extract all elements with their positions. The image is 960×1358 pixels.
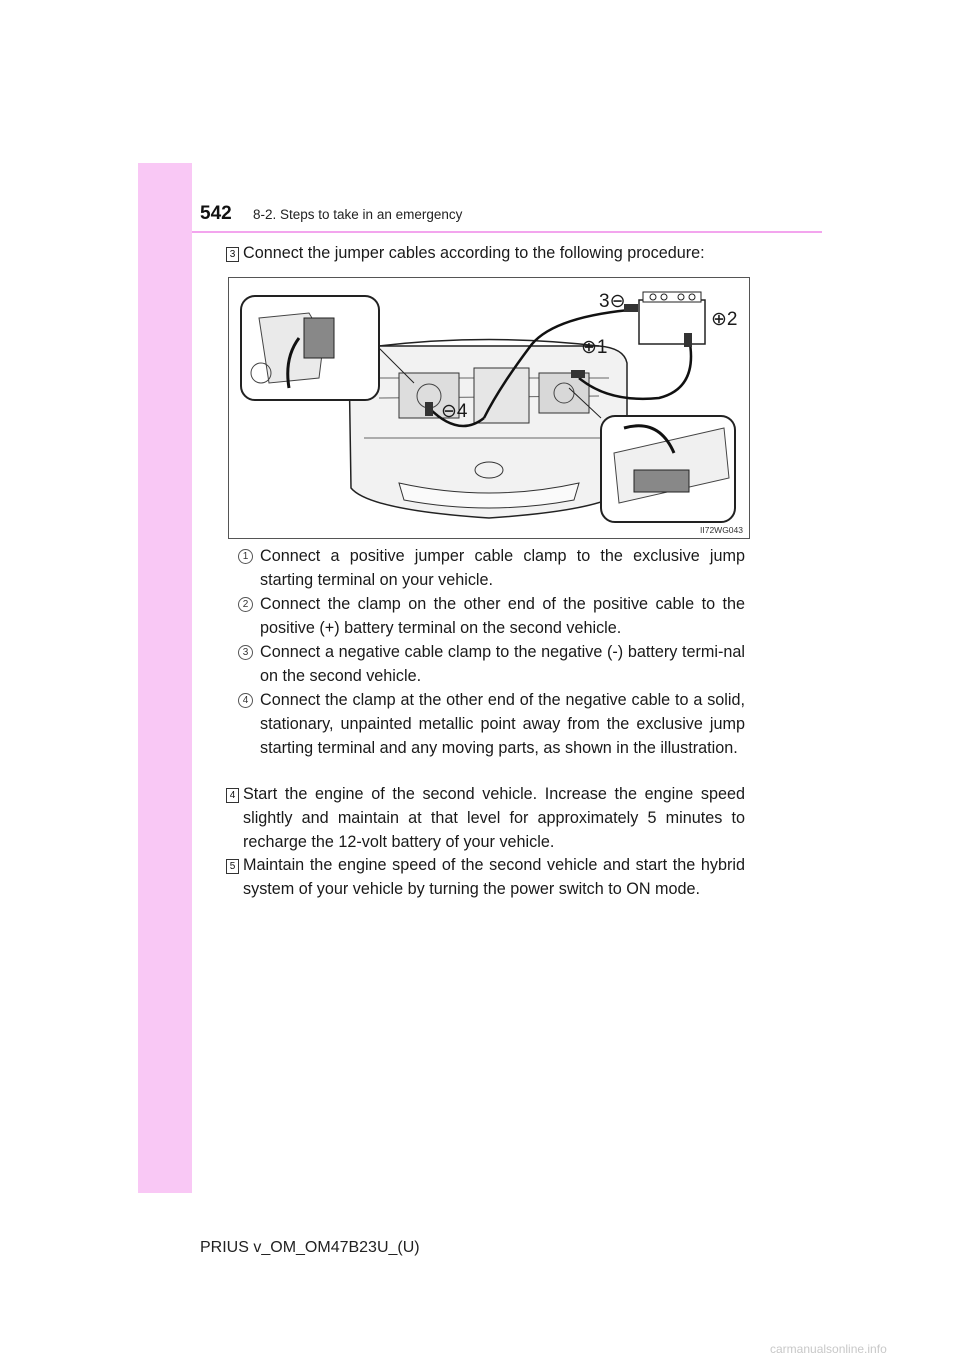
callout-3-negative: 3⊖ xyxy=(599,291,626,312)
jump-start-illustration xyxy=(228,277,750,539)
figure-code: II72WG043 xyxy=(700,525,743,535)
callout-1-positive: ⊕1 xyxy=(581,337,608,358)
callout-4-negative: ⊖4 xyxy=(441,401,468,422)
substep-marker-3: 3 xyxy=(238,645,253,660)
callout-2-positive: ⊕2 xyxy=(711,309,738,330)
step-marker-3: 3 xyxy=(226,247,239,262)
side-color-band xyxy=(138,163,192,1193)
illustration-drawing xyxy=(229,278,749,538)
substep-4-text: Connect the clamp at the other end of the negative cable to a solid, stationary, unpainted metallic point away from the exclusive jump starting terminal and any moving parts, as shown in the illustration. xyxy=(260,691,745,757)
substep-marker-1: 1 xyxy=(238,549,253,564)
header-rule xyxy=(192,231,822,233)
substep-marker-2: 2 xyxy=(238,597,253,612)
step-5-text: Maintain the engine speed of the second vehicle and start the hybrid system of your vehicle by turning the power switch to ON mode. xyxy=(243,856,745,898)
step-3-text: Connect the jumper cables according to the following procedure: xyxy=(243,244,705,262)
substep-2-text: Connect the clamp on the other end of the positive cable to the positive (+) battery terminal on the second vehicle. xyxy=(260,595,745,637)
step-marker-4: 4 xyxy=(226,788,239,803)
page-number: 542 xyxy=(200,203,232,224)
substep-3-text: Connect a negative cable clamp to the negative (-) battery termi-nal on the second vehicle. xyxy=(260,643,745,685)
step-4-text: Start the engine of the second vehicle. Increase the engine speed slightly and maintain at that level for approximately 5 minutes to recharge the 12-volt battery of your vehicle. xyxy=(243,785,745,851)
watermark: carmanualsonline.info xyxy=(770,1342,887,1356)
substep-1-text: Connect a positive jumper cable clamp to the exclusive jump starting terminal on your vehicle. xyxy=(260,547,745,589)
substep-marker-4: 4 xyxy=(238,693,253,708)
section-title: 8-2. Steps to take in an emergency xyxy=(253,207,463,222)
step-marker-5: 5 xyxy=(226,859,239,874)
footer-doc-code: PRIUS v_OM_OM47B23U_(U) xyxy=(200,1239,420,1256)
